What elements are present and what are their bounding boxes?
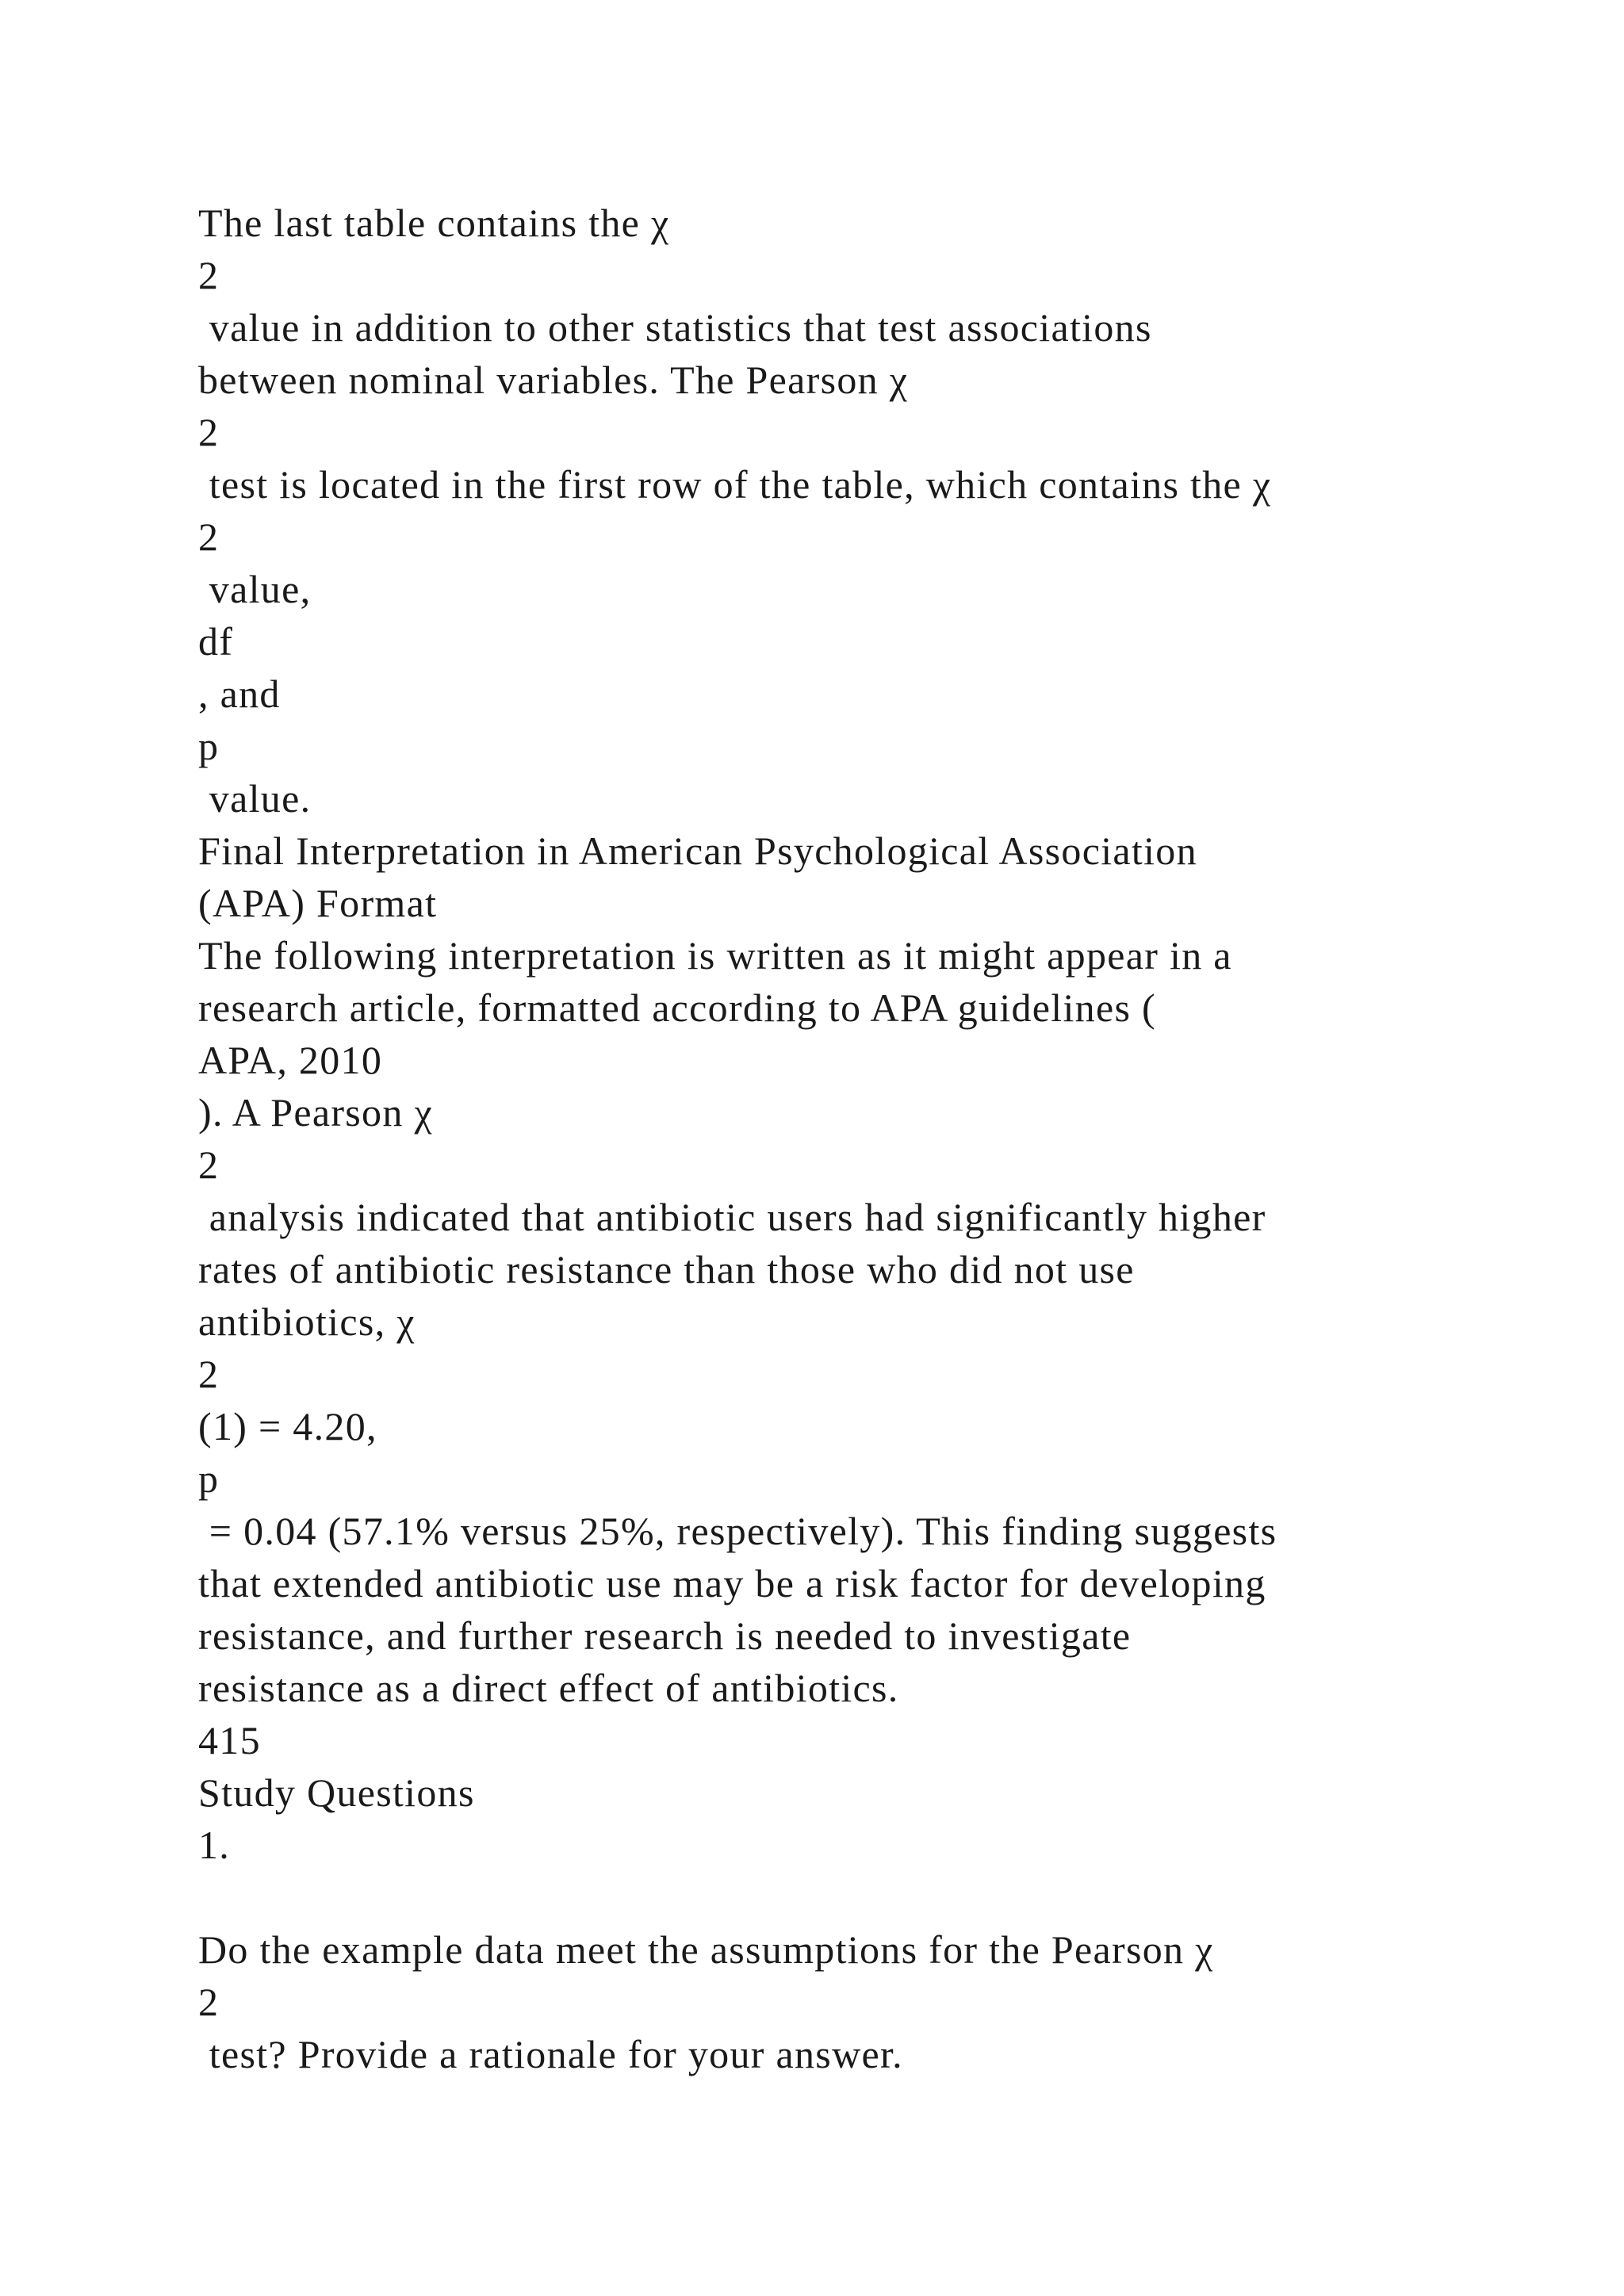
text-line: test is located in the first row of the table, which contains the χ (198, 462, 1272, 507)
page-number: 415 (198, 1718, 261, 1762)
text-line: df (198, 619, 234, 664)
citation: APA, 2010 (198, 1038, 383, 1082)
text-line: resistance, and further research is needed to investigate (198, 1613, 1132, 1658)
text-line: 2 (198, 1142, 220, 1187)
document-body-text (198, 197, 1499, 2080)
text-line: 2 (198, 1352, 220, 1396)
section-heading: Final Interpretation in American Psychological Association (198, 828, 1197, 873)
text-line: antibiotics, χ (198, 1299, 416, 1344)
text-line: research article, formatted according to APA guidelines ( (198, 985, 1156, 1030)
text-line: between nominal variables. The Pearson χ (198, 358, 909, 402)
text-line: , and (198, 672, 281, 716)
text-line: The last table contains the χ (198, 201, 670, 245)
text-line: p (198, 724, 220, 768)
question-text: 2 (198, 1980, 220, 2024)
section-heading: Study Questions (198, 1770, 475, 1815)
section-heading: (APA) Format (198, 881, 438, 925)
question-number: 1. (198, 1823, 231, 1867)
text-line: analysis indicated that antibiotic users had significantly higher (198, 1195, 1266, 1239)
question-text: test? Provide a rationale for your answer. (198, 2032, 903, 2076)
text-line: that extended antibiotic use may be a risk factor for developing (198, 1561, 1266, 1605)
text-line: 2 (198, 515, 220, 559)
text-line: value. (198, 776, 312, 821)
text-line: The following interpretation is written as it might appear in a (198, 933, 1232, 978)
text-line: resistance as a direct effect of antibiotics. (198, 1666, 899, 1710)
text-line: value, (198, 567, 312, 611)
text-line: ). A Pearson χ (198, 1090, 433, 1135)
question-text: Do the example data meet the assumptions for the Pearson χ (198, 1927, 1214, 1972)
blank-line (198, 1871, 1499, 1923)
text-line: 2 (198, 410, 220, 454)
text-line: = 0.04 (57.1% versus 25%, respectively). This finding suggests (198, 1509, 1277, 1553)
text-line: 2 (198, 253, 220, 297)
text-line: value in addition to other statistics that test associations (198, 305, 1152, 350)
text-line: rates of antibiotic resistance than those who did not use (198, 1247, 1135, 1292)
text-line: (1) = 4.20, (198, 1404, 377, 1448)
text-line: p (198, 1456, 220, 1501)
